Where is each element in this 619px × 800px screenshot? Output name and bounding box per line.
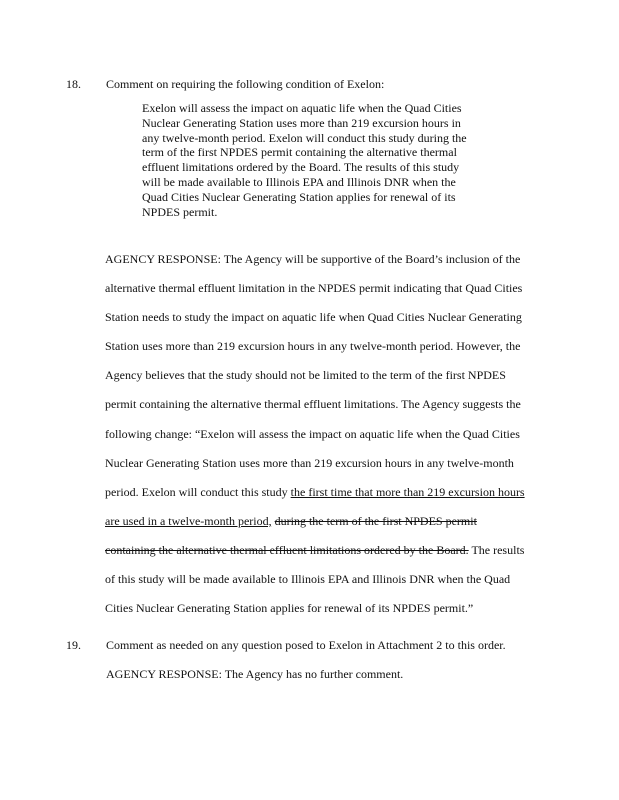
item-18-number: 18.	[66, 77, 81, 91]
item-19-agency-response: AGENCY RESPONSE: The Agency has no further comment.	[106, 667, 404, 681]
inserted-text: the first time that more than 219 excursion hours are used in a twelve-month period,	[105, 484, 525, 528]
response-text-2: The results of this study will be made available to Illinois EPA and Illinois DNR when the Quad Cities Nuclear Generating Station applies for renewal of its NPDES permit.”	[105, 542, 525, 616]
item-18-question: Comment on requiring the following condition of Exelon:	[106, 77, 385, 91]
item-18-block-quote: Exelon will assess the impact on aquatic life when the Quad Cities Nuclear Generating Station uses more than 219 excursion hours in any twelve-month period. Exelon will conduct this study during the term of the first NPDES permit containing the alternative thermal effluent limitations ordered by the Board. The results of this study will be made available to Illinois EPA and Illinois DNR when the Quad Cities Nuclear Generating Station applies for renewal of its NPDES permit.	[142, 101, 467, 219]
item-19-question: Comment as needed on any question posed to Exelon in Attachment 2 to this order.	[106, 638, 506, 652]
item-19-number: 19.	[66, 638, 81, 652]
deleted-text: during the term of the first NPDES permit containing the alternative thermal effluent limitations ordered by the Board.	[105, 513, 477, 557]
item-18-agency-response	[105, 245, 525, 623]
response-text-1: AGENCY RESPONSE: The Agency will be supportive of the Board’s inclusion of the alternative thermal effluent limitation in the NPDES permit indicating that Quad Cities Station needs to study the impact on aquatic life when Quad Cities Nuclear Generating Station uses more than 219 excursion hours in any twelve-month period. However, the Agency believes that the study should not be limited to the term of the first NPDES permit containing the alternative thermal effluent limitations. The Agency suggests the following change: “Exelon will assess the impact on aquatic life when the Quad Cities Nuclear Generating Station uses more than 219 excursion hours in any twelve-month period. Exelon will conduct this study	[105, 252, 523, 499]
